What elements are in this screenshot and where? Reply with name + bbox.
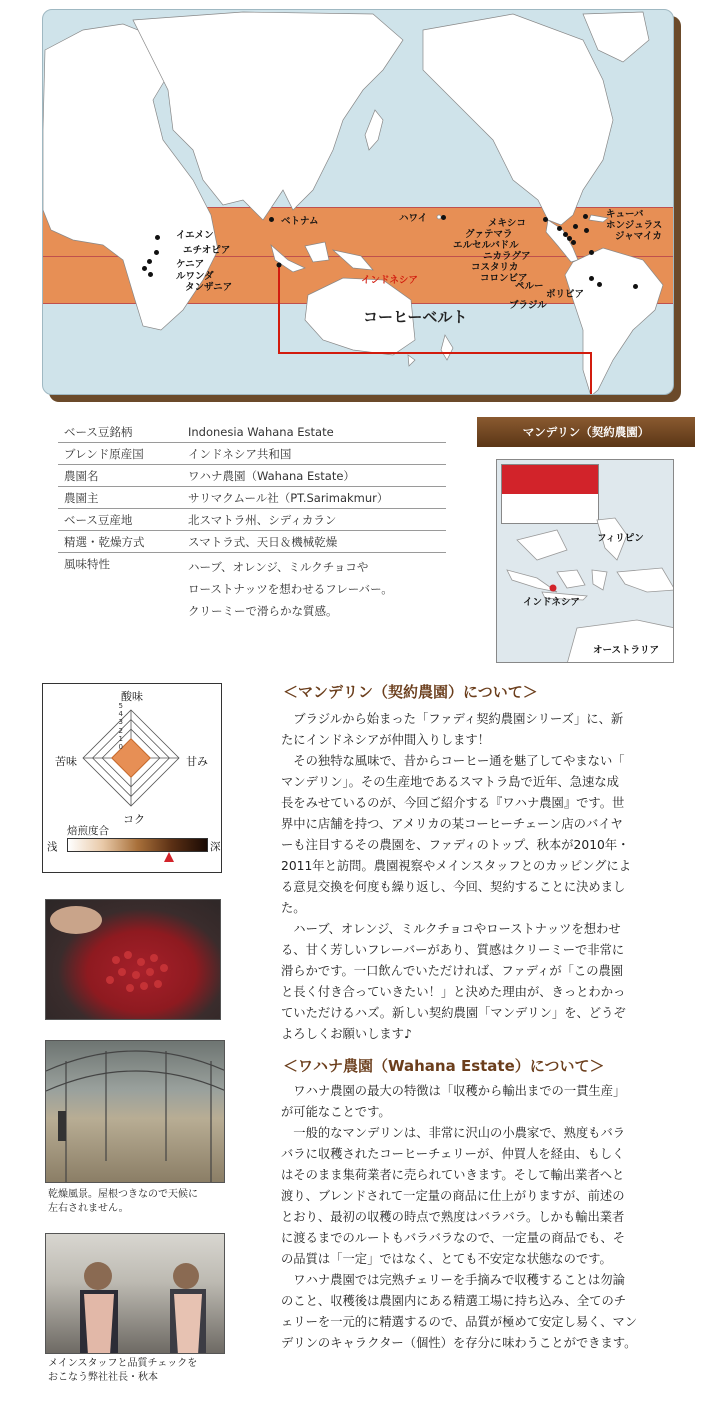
photo-quality-check (45, 1233, 225, 1354)
para-line: その独特な風味で、昔からコーヒー通を魅了してやまない「 (293, 754, 625, 768)
indo-label-indonesia: インドネシア (523, 597, 580, 608)
hawaii-dot (441, 215, 446, 220)
para-line: のこと、収穫後は農園内にある精選工場に持ち込み、全てのチ (281, 1294, 627, 1308)
label-bolivia: ボリビア (546, 289, 585, 300)
info-row (58, 531, 446, 553)
heading-wahana: ＜ワハナ農園（Wahana Estate）について＞ (283, 1057, 605, 1075)
info-value: 北スマトラ州、シディカラン (188, 512, 337, 527)
flavor-line: ローストナッツを想わせるフレーバー。 (188, 582, 393, 596)
info-row (58, 487, 446, 509)
bean-info-table (58, 421, 446, 622)
indo-label-philippines: フィリピン (597, 533, 644, 544)
yemen-dot (155, 235, 160, 240)
jamaica-dot (584, 228, 589, 233)
label-brazil: ブラジル (509, 300, 547, 311)
info-key: 風味特性 (64, 557, 110, 571)
label-hawaii: ハワイ (399, 213, 428, 224)
info-row (58, 553, 446, 622)
coffee-belt-map (42, 9, 674, 395)
mexico-dot (543, 217, 548, 222)
scale-tick: 4 (118, 710, 123, 719)
drying-house-lines (46, 1041, 225, 1183)
kenya-dot (147, 259, 152, 264)
radar-scale (117, 702, 123, 751)
label-kenya: ケニア (176, 259, 205, 270)
info-value: Indonesia Wahana Estate (188, 424, 334, 439)
info-key: ブレンド原産国 (64, 446, 144, 461)
info-row (58, 509, 446, 531)
flavor-line: ハーブ、オレンジ、ミルクチョコや (188, 560, 369, 574)
info-row (58, 443, 446, 465)
para-line: たにインドネシアが仲間入りします！ (281, 733, 490, 747)
para-line: ブラジルから始まった「ファディ契約農園シリーズ」に、新 (293, 712, 624, 726)
para-line: 長をみせているのが、今回ご紹介する『ワハナ農園』です。世 (281, 796, 625, 810)
ethiopia-dot (154, 250, 159, 255)
roast-title: 焙煎度合 (67, 825, 109, 837)
roast-dark-label: 深 (210, 841, 221, 853)
label-el-salvador: エルセルバドル (453, 240, 519, 251)
label-costa-rica: コスタリカ (471, 262, 519, 273)
para-line: と長く付き合っていきたい！」と決めた理由が、きっとわかっ (281, 985, 626, 999)
para-line: バラに収穫されたコーヒーチェリーが、仲買人を経由、もしく (281, 1147, 625, 1161)
label-tanzania: タンザニア (185, 282, 233, 293)
label-yemen: イエメン (176, 230, 214, 241)
para-line: 渡り、ブレンドされて一定量の商品に仕上がりますが、前述の (281, 1189, 625, 1203)
para-line: 界中に店舗を持つ、アメリカの某コーヒーチェーン店のバイヤ (281, 817, 623, 831)
para-line: ワハナ農園では完熟チェリーを手摘みで収穫することは勿論 (293, 1273, 625, 1287)
para-line: た。 (281, 901, 306, 915)
info-value: ワハナ農園（Wahana Estate） (188, 468, 355, 483)
para-line: に渡るまでのルートもバラバラなので、一定量の商品でも、そ (281, 1231, 626, 1245)
label-mexico: メキシコ (488, 218, 526, 229)
photo-drying-area (45, 1040, 225, 1183)
scale-tick: 1 (118, 734, 123, 743)
label-indonesia: インドネシア (361, 275, 418, 286)
indonesia-locator-map (496, 459, 674, 663)
info-key: 農園名 (64, 468, 99, 483)
axis-body: コク (123, 813, 145, 826)
para-line: ェリーを一元的に精選するので、品質が極めて安定し易く、マン (281, 1315, 638, 1329)
label-guatemala: グァテマラ (465, 229, 513, 240)
label-peru: ペルー (515, 281, 544, 292)
costa-rica-dot (571, 240, 576, 245)
brazil-dot (633, 284, 638, 289)
paragraph (281, 919, 693, 1045)
para-line: はそのまま集荷業者に売られていきます。そして輸出業者へと (281, 1168, 625, 1182)
caption-line: 乾燥風景。屋根つきなので天候に (48, 1189, 198, 1200)
staff-silhouettes (46, 1234, 225, 1354)
paragraph (281, 1123, 693, 1270)
info-key: 精選・乾燥方式 (64, 534, 145, 549)
para-line: ていただけるハズ。新しい契約農園「マンデリン」を、どうぞ (281, 1006, 626, 1020)
roast-light-label: 浅 (47, 841, 58, 853)
rwanda-dot (142, 266, 147, 271)
colombia-dot (589, 250, 594, 255)
paragraph (281, 1270, 693, 1354)
label-nicaragua: ニカラグア (483, 251, 531, 262)
cuba-dot (583, 214, 588, 219)
label-colombia: コロンビア (480, 273, 528, 284)
guatemala-dot (557, 226, 562, 231)
bolivia-dot (597, 282, 602, 287)
flavor-chart (42, 683, 222, 873)
info-value: スマトラ式、天日＆機械乾燥 (188, 534, 338, 549)
para-line: よろしくお願いします♪ (281, 1027, 412, 1041)
caption-drying (48, 1188, 228, 1216)
caption-line: メインスタッフと品質チェックを (48, 1358, 198, 1369)
paragraph (281, 751, 693, 919)
scale-tick: 3 (118, 718, 123, 727)
para-line: る、甘く芳しいフレーバーがあり、質感はクリーミーで非常に (281, 943, 625, 957)
para-line: ワハナ農園の最大の特徴は「収穫から輸出までの一貫生産」 (293, 1084, 626, 1098)
info-value: インドネシア共和国 (188, 446, 292, 461)
vietnam-dot (269, 217, 274, 222)
label-ethiopia: エチオピア (183, 245, 231, 256)
para-line: 一般的なマンデリンは、非常に沢山の小農家で、熟度もバラ (293, 1126, 626, 1140)
cherries-texture (46, 900, 221, 1020)
axis-bitterness: 苦味 (55, 755, 77, 768)
honduras-dot (573, 224, 578, 229)
paragraph (281, 709, 693, 751)
roast-gradient-bar (67, 838, 208, 852)
article-body (281, 681, 693, 1354)
info-value (188, 556, 446, 622)
peru-dot (589, 276, 594, 281)
caption-line: 左右されません。 (48, 1203, 129, 1214)
paragraph (281, 1081, 693, 1123)
scale-tick: 2 (118, 726, 123, 735)
caption-line: おこなう弊社社長・秋本 (48, 1372, 158, 1383)
para-line: が可能なことです。 (281, 1105, 391, 1119)
mandheling-badge: マンデリン（契約農園） (477, 417, 695, 447)
tanzania-dot (148, 272, 153, 277)
info-row (58, 421, 446, 443)
para-line: 滑らかです。一口飲んでいただければ、ファディが「この農園 (281, 964, 624, 978)
label-cuba: キューバ (606, 209, 644, 220)
scale-tick: 0 (118, 743, 123, 752)
photo-coffee-cherries (45, 899, 221, 1020)
para-line: マンデリン」。その生産地であるスマトラ島で近年、急速な成 (281, 775, 619, 789)
info-value: サリマクムール社（PT.Sarimakmur） (188, 490, 389, 505)
flavor-line: クリーミーで滑らかな質感。 (188, 604, 338, 618)
info-row (58, 465, 446, 487)
info-key: ベース豆産地 (64, 512, 133, 527)
scale-tick: 5 (118, 702, 123, 710)
label-vietnam: ベトナム (281, 216, 319, 227)
flavor-radar (43, 684, 223, 834)
label-honduras: ホンジュラス (606, 220, 663, 231)
para-line: デリンのキャラクター（個性）を存分に味わうことができます。 (281, 1336, 637, 1350)
indo-label-australia: オーストラリア (593, 645, 660, 656)
axis-acidity: 酸味 (121, 690, 143, 703)
para-line: 2011年と訪問。農園視察やメインスタッフとのカッピングによ (281, 859, 632, 873)
para-line: の品質は「一定」ではなく、とても不安定な状態なのです。 (281, 1252, 612, 1266)
caption-quality (48, 1357, 228, 1385)
info-key: ベース豆銘柄 (64, 424, 133, 439)
info-key: 農園主 (64, 490, 99, 505)
label-rwanda: ルワンダ (176, 271, 214, 282)
indo-region-shapes (497, 460, 674, 663)
route-line (43, 10, 674, 395)
heading-mandheling: ＜マンデリン（契約農園）について＞ (283, 683, 538, 701)
para-line: ーも注目するその農園を、ファディのトップ、秋本が2010年・ (281, 838, 630, 852)
axis-sweetness: 甘み (186, 755, 208, 768)
roast-marker (164, 852, 174, 862)
para-line: る意見交換を何度も繰り返し、今回、契約することに決めまし (281, 880, 626, 894)
coffee-belt-title: コーヒーベルト (363, 308, 468, 326)
label-jamaica: ジャマイカ (615, 231, 662, 242)
para-line: ハーブ、オレンジ、ミルクチョコやローストナッツを想わせ (293, 922, 621, 936)
para-line: とおり、最初の収穫の時点で熟度はバラバラ。しかも輸出業者 (281, 1210, 625, 1224)
